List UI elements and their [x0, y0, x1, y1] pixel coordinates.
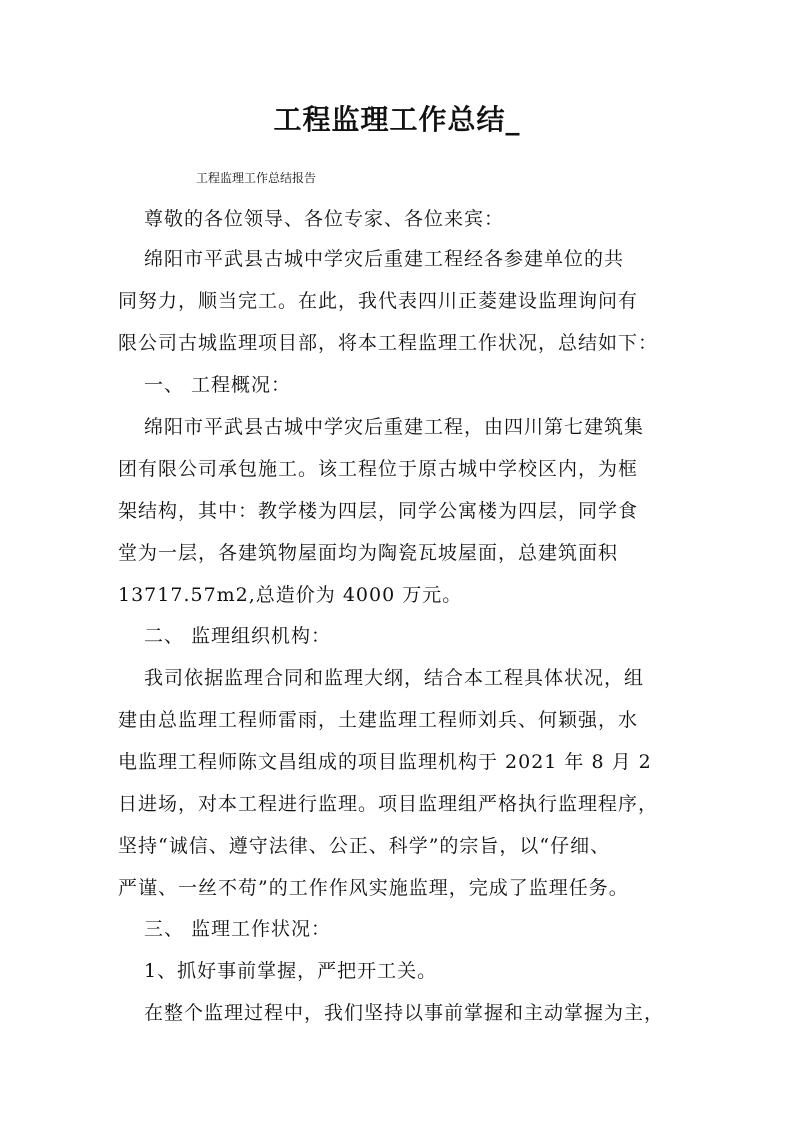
paragraph-line: 严谨、一丝不苟”的工作作风实施监理，完成了监理任务。 — [118, 877, 629, 899]
paragraph-line: 电监理工程师陈文昌组成的项目监理机构于 2021 年 8 月 2 — [118, 751, 652, 773]
paragraph-line: 坚持“诚信、遵守法律、公正、科学”的宗旨，以“仔细、 — [118, 835, 611, 857]
document-title: 工程监理工作总结_ — [273, 103, 521, 136]
subsection-heading: 1、抓好事前掌握，严把开工关。 — [144, 960, 438, 982]
paragraph-line: 堂为一层，各建筑物屋面均为陶瓷瓦坡屋面，总建筑面积 — [118, 542, 619, 564]
section-heading: 三、 监理工作状况： — [144, 918, 332, 940]
paragraph-line: 日进场，对本工程进行监理。项目监理组严格执行监理程序， — [118, 793, 659, 815]
paragraph-line: 架结构，其中：教学楼为四层，同学公寓楼为四层，同学食 — [118, 500, 639, 522]
intro-line: 同努力，顺当完工。在此，我代表四川正菱建设监理询问有 — [118, 290, 639, 312]
intro-line: 限公司古城监理项目部，将本工程监理工作状况，总结如下： — [118, 332, 659, 354]
paragraph-line: 团有限公司承包施工。该工程位于原古城中学校区内，为框 — [118, 458, 639, 480]
intro-line: 绵阳市平武县古城中学灾后重建工程经各参建单位的共 — [144, 248, 625, 270]
report-subtitle: 工程监理工作总结报告 — [196, 171, 317, 185]
paragraph-line: 13717.57m2,总造价为 4000 万元。 — [118, 584, 463, 606]
greeting: 尊敬的各位领导、各位专家、各位来宾： — [144, 208, 505, 230]
paragraph-line: 绵阳市平武县古城中学灾后重建工程，由四川第七建筑集 — [144, 416, 645, 438]
paragraph-line: 我司依据监理合同和监理大纲，结合本工程具体状况，组 — [144, 667, 645, 689]
paragraph-line: 在整个监理过程中，我们坚持以事前掌握和主动掌握为主， — [144, 1002, 665, 1024]
section-heading: 二、 监理组织机构： — [144, 625, 332, 647]
paragraph-line: 建由总监理工程师雷雨，土建监理工程师刘兵、何颖强，水 — [118, 709, 639, 731]
section-heading: 一、 工程概况： — [144, 374, 292, 396]
